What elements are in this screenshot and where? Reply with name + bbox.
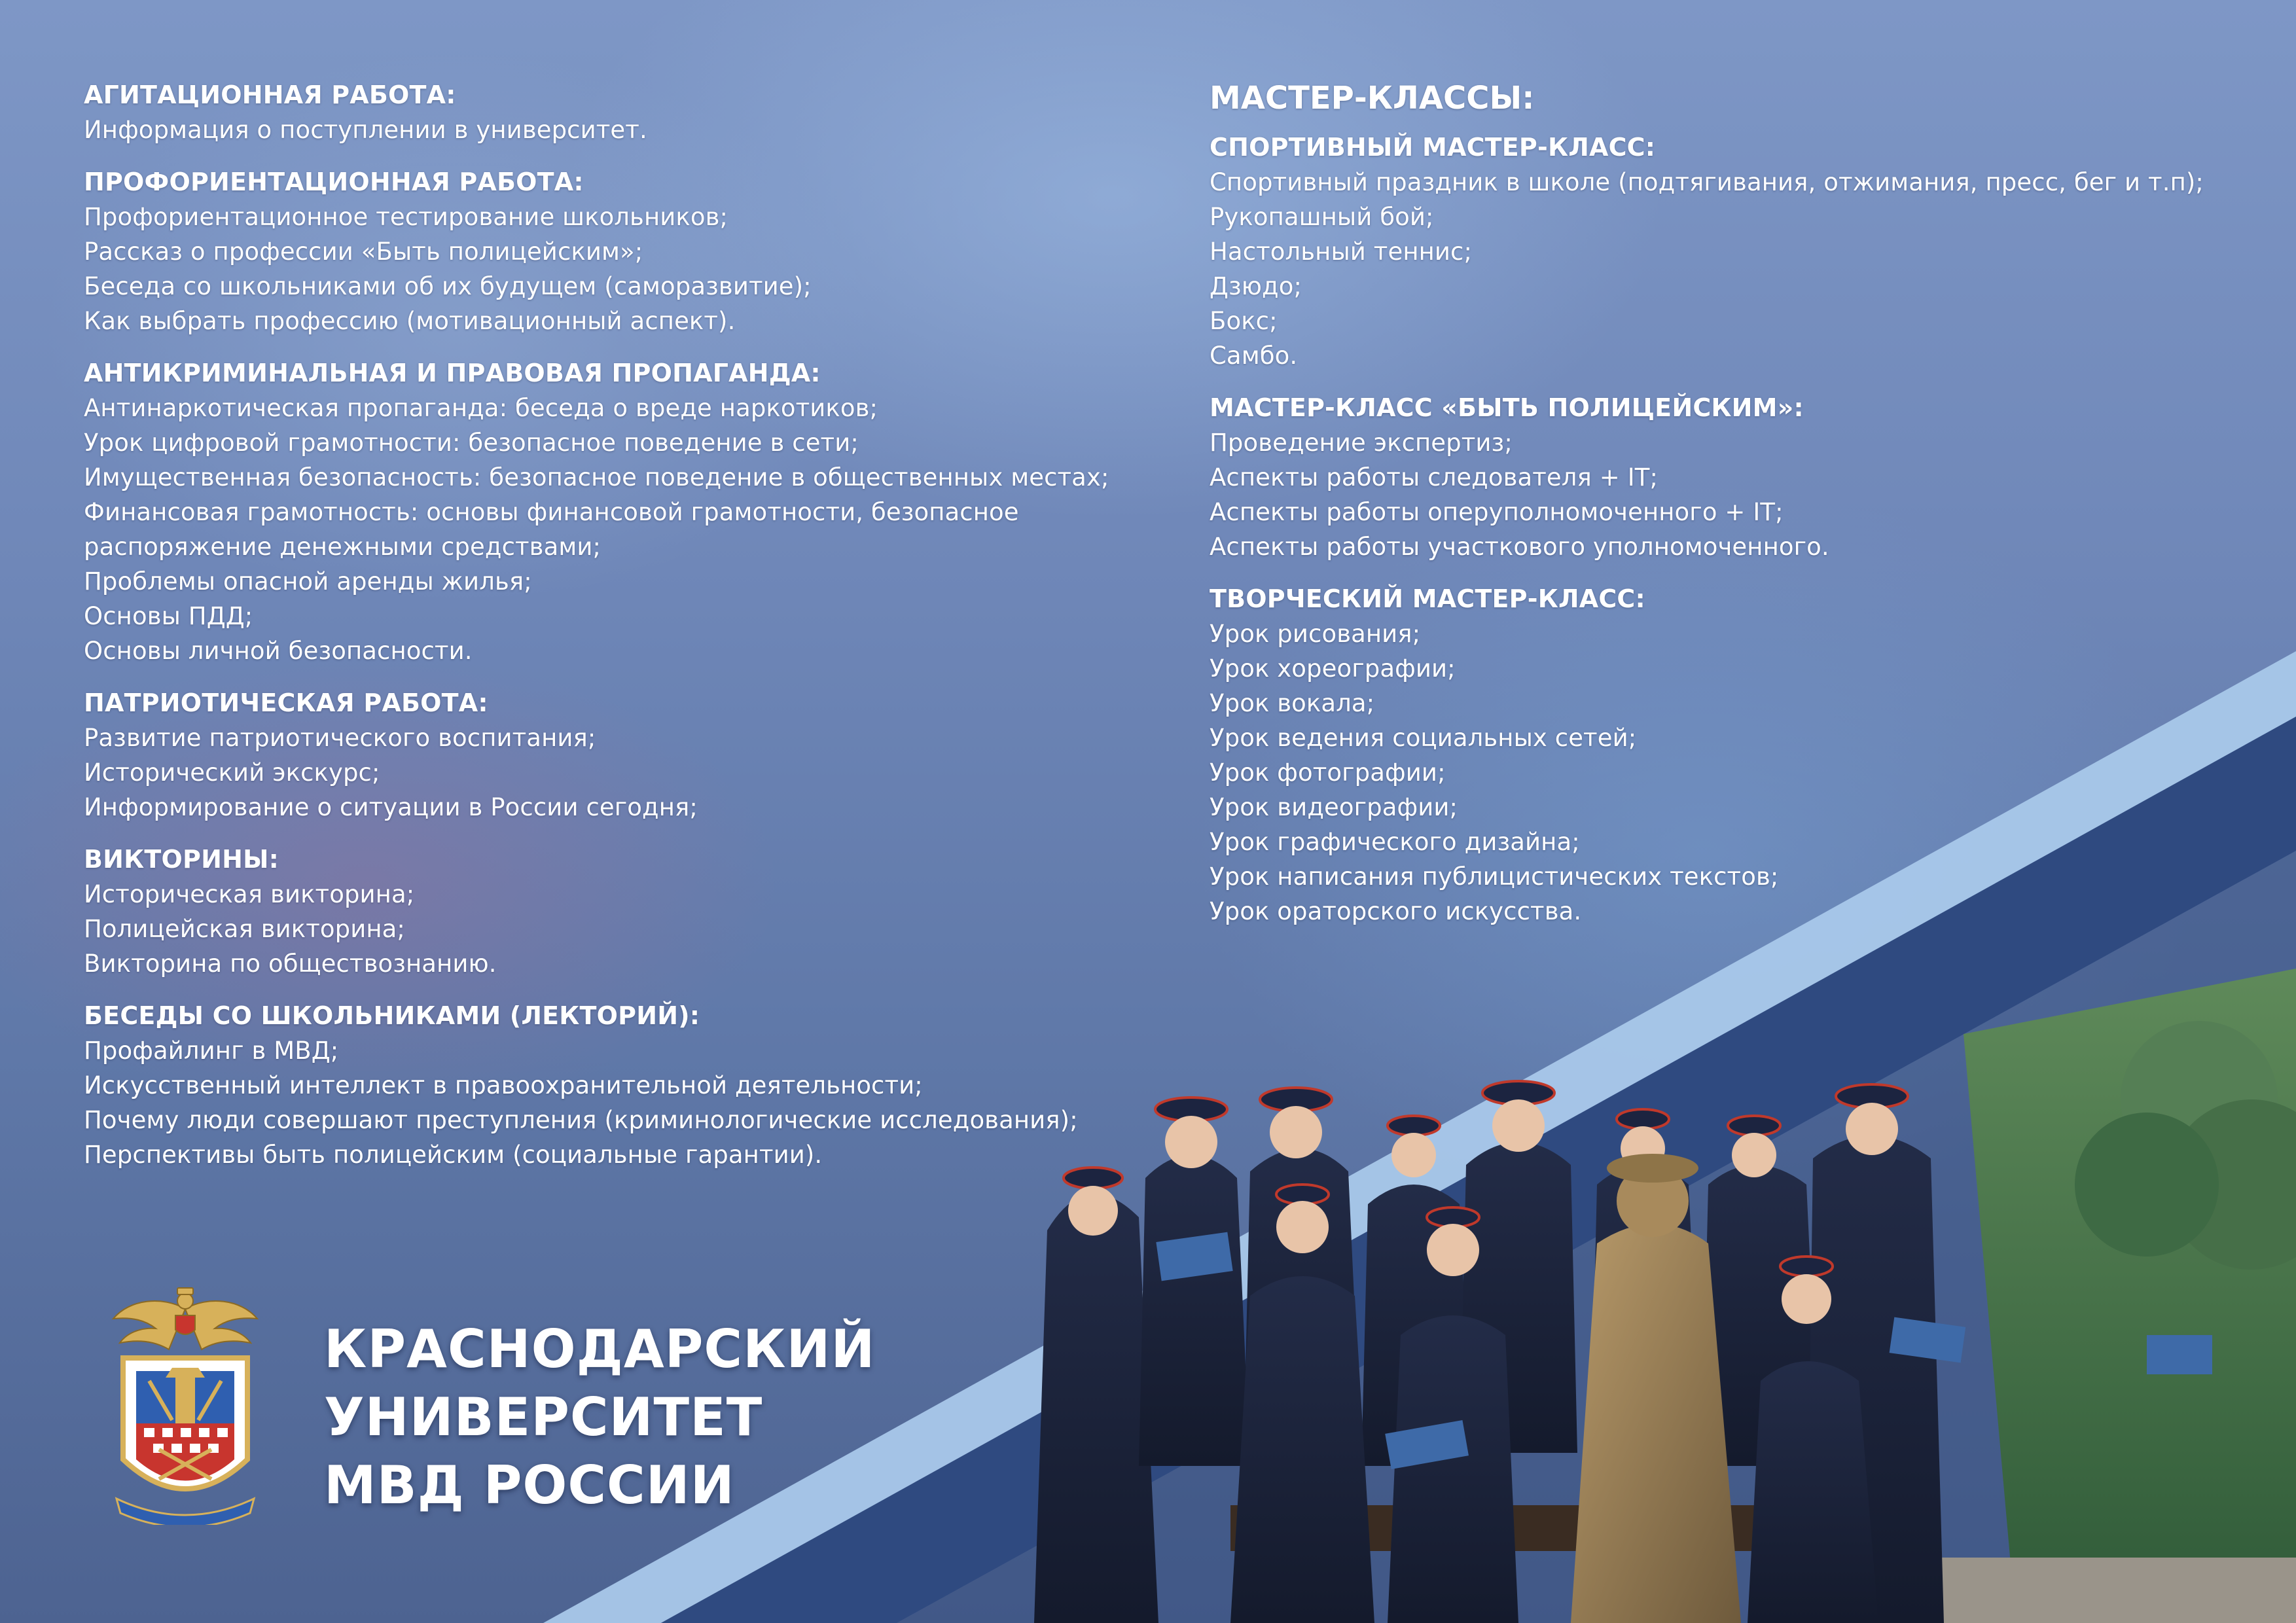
section-item: Полицейская викторина;: [84, 915, 405, 943]
section-item: Проблемы опасной аренды жилья;: [84, 567, 532, 596]
section-anticrime: [84, 355, 1144, 668]
university-name-line2: УНИВЕРСИТЕТ: [324, 1387, 763, 1448]
university-name-line3: МВД РОССИИ: [324, 1455, 735, 1516]
section-title: ПРОФОРИЕНТАЦИОННАЯ РАБОТА:: [84, 168, 584, 196]
section-item: Перспективы быть полицейским (социальные гарантии).: [84, 1141, 823, 1169]
university-name: [324, 1315, 875, 1520]
section-item: Дзюдо;: [1210, 272, 1302, 300]
section-creative: [1210, 581, 2270, 929]
section-item: Урок ведения социальных сетей;: [1210, 724, 1637, 752]
section-item: Урок видеографии;: [1210, 793, 1458, 821]
section-agitation: [84, 77, 1144, 147]
university-name-line1: КРАСНОДАРСКИЙ: [324, 1319, 876, 1380]
section-item: Рассказ о профессии «Быть полицейским»;: [84, 238, 643, 266]
section-item: Развитие патриотического воспитания;: [84, 724, 596, 752]
section-title: СПОРТИВНЫЙ МАСТЕР-КЛАСС:: [1210, 133, 1656, 162]
section-item: Урок цифровой грамотности: безопасное поведение в сети;: [84, 429, 859, 457]
section-career-guidance: [84, 164, 1144, 338]
master-classes-heading: МАСТЕР-КЛАССЫ:: [1210, 80, 1535, 116]
section-lectures: [84, 998, 1144, 1172]
section-item: Урок написания публицистических текстов;: [1210, 863, 1779, 891]
right-column: [1210, 77, 2270, 946]
cadets-group-photo: [1034, 969, 2296, 1623]
section-item: Урок вокала;: [1210, 689, 1375, 717]
section-item: Самбо.: [1210, 342, 1298, 370]
section-item: Основы ПДД;: [84, 602, 253, 630]
section-item: Бокс;: [1210, 307, 1278, 335]
section-item: Профайлинг в МВД;: [84, 1037, 339, 1065]
section-title: ВИКТОРИНЫ:: [84, 845, 279, 874]
mvd-university-emblem-icon: [110, 1283, 260, 1525]
section-item: Информирование о ситуации в России сегодня;: [84, 793, 698, 821]
section-item: Урок фотографии;: [1210, 758, 1446, 787]
section-item: Рукопашный бой;: [1210, 203, 1434, 231]
section-item: Проведение экспертиз;: [1210, 429, 1513, 457]
section-item: Финансовая грамотность: основы финансовой грамотности, безопасное распоряжение денежными средствами;: [84, 498, 1019, 561]
left-column: [84, 77, 1144, 1189]
section-item: Аспекты работы участкового уполномоченного.: [1210, 533, 1829, 561]
section-title: ПАТРИОТИЧЕСКАЯ РАБОТА:: [84, 688, 488, 717]
section-item: Как выбрать профессию (мотивационный аспект).: [84, 307, 736, 335]
section-item: Искусственный интеллект в правоохранительной деятельности;: [84, 1071, 923, 1099]
section-sport: [1210, 130, 2270, 373]
section-item: Урок ораторского искусства.: [1210, 897, 1582, 925]
section-item: Настольный теннис;: [1210, 238, 1473, 266]
section-item: Профориентационное тестирование школьников;: [84, 203, 728, 231]
section-item: Викторина по обществознанию.: [84, 950, 497, 978]
section-item: Имущественная безопасность: безопасное поведение в общественных местах;: [84, 463, 1109, 491]
section-item: Беседа со школьниками об их будущем (саморазвитие);: [84, 272, 812, 300]
section-title: МАСТЕР-КЛАСС «БЫТЬ ПОЛИЦЕЙСКИМ»:: [1210, 393, 1804, 422]
section-item: Урок хореографии;: [1210, 654, 1456, 683]
section-item: Урок рисования;: [1210, 620, 1421, 648]
section-item: Аспекты работы следователя + IT;: [1210, 463, 1659, 491]
section-title: ТВОРЧЕСКИЙ МАСТЕР-КЛАСС:: [1210, 584, 1645, 613]
section-item: Урок графического дизайна;: [1210, 828, 1580, 856]
section-title: БЕСЕДЫ СО ШКОЛЬНИКАМИ (ЛЕКТОРИЙ):: [84, 1001, 700, 1030]
section-be-police: [1210, 390, 2270, 564]
section-title: АГИТАЦИОННАЯ РАБОТА:: [84, 80, 456, 109]
section-item: Аспекты работы оперуполномоченного + IT;: [1210, 498, 1784, 526]
section-item: Информация о поступлении в университет.: [84, 116, 647, 144]
section-patriotic: [84, 685, 1144, 825]
section-item: Почему люди совершают преступления (криминологические исследования);: [84, 1106, 1078, 1134]
section-item: Исторический экскурс;: [84, 758, 380, 787]
section-quizzes: [84, 842, 1144, 981]
section-item: Спортивный праздник в школе (подтягивания, отжимания, пресс, бег и т.п);: [1210, 168, 2204, 196]
section-item: Антинаркотическая пропаганда: беседа о вреде наркотиков;: [84, 394, 878, 422]
section-item: Историческая викторина;: [84, 880, 415, 908]
section-item: Основы личной безопасности.: [84, 637, 473, 665]
section-title: АНТИКРИМИНАЛЬНАЯ И ПРАВОВАЯ ПРОПАГАНДА:: [84, 359, 821, 387]
